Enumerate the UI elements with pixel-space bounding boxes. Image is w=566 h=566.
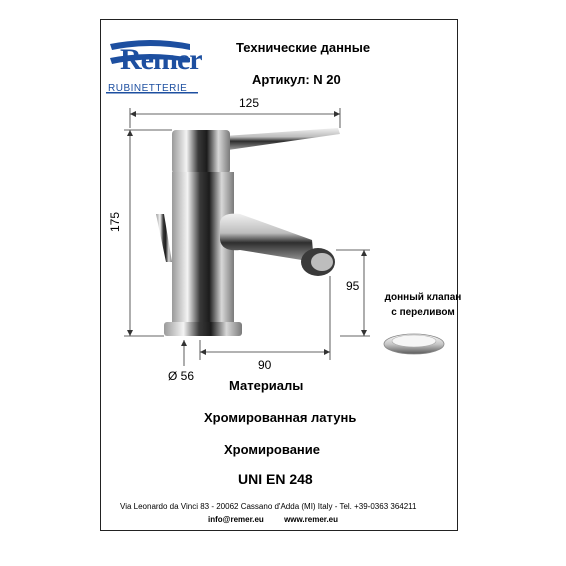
logo-subtitle: RUBINETTERIE	[108, 83, 188, 94]
faucet-body	[172, 172, 234, 324]
popup-rod	[156, 214, 172, 262]
drain-label-line1: донный клапан	[384, 292, 462, 303]
materials-heading: Материалы	[229, 378, 304, 393]
faucet-base	[164, 322, 242, 336]
dimension-height-label: 175	[108, 211, 122, 232]
footer-contacts	[208, 515, 338, 524]
cartridge-cap	[172, 130, 230, 174]
drain-label-line2: с переливом	[391, 307, 455, 318]
aerator-inner	[311, 253, 333, 271]
material-finish: Хромирование	[224, 442, 320, 457]
material-standard: UNI EN 248	[238, 471, 313, 487]
footer-email-link[interactable]: info@remer.eu	[208, 515, 264, 524]
material-body: Хромированная латунь	[204, 410, 357, 425]
page-title: Технические данные	[236, 40, 371, 55]
dimension-base-diameter-label: Ø 56	[168, 369, 195, 383]
article-number: Артикул: N 20	[252, 72, 341, 87]
dimension-spout-height-label: 95	[346, 279, 360, 293]
drain-label	[376, 290, 470, 320]
dimension-width-label: 125	[239, 96, 260, 110]
dimension-spout-reach-label: 90	[258, 358, 272, 372]
footer-website-link[interactable]: www.remer.eu	[284, 515, 339, 524]
spout	[220, 214, 314, 262]
logo-wordmark: Remer	[120, 43, 202, 76]
footer-address: Via Leonardo da Vinci 83 - 20062 Cassano d'Adda (MI) Italy - Tel. +39-0363 364211	[120, 502, 417, 511]
lever-handle	[225, 128, 340, 150]
